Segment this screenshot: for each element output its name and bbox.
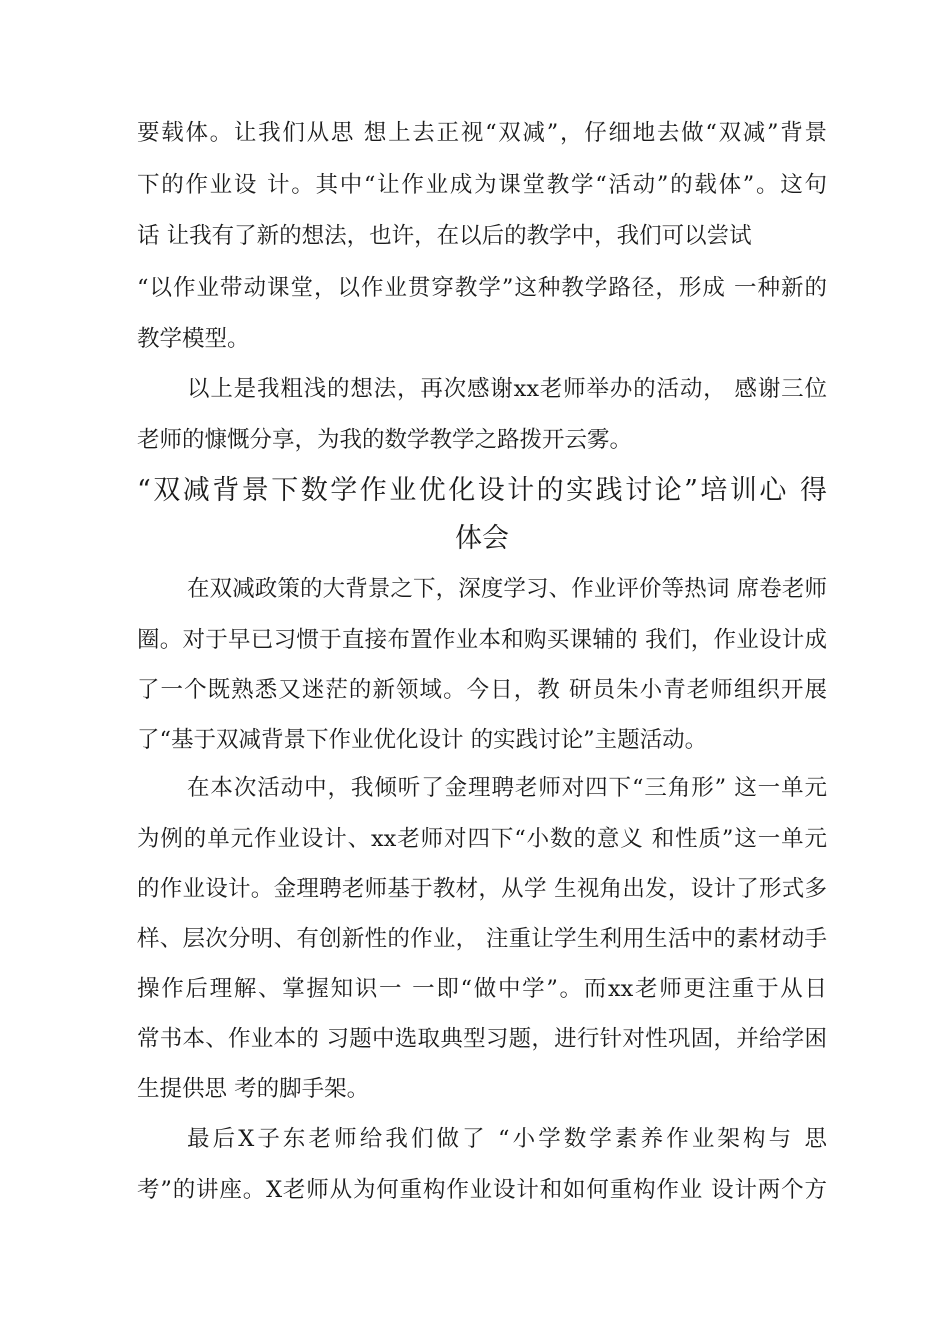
body-text-line: 常书本、作业本的 习题中选取典型习题，进行针对性巩固，并给学困 [137,1026,827,1052]
body-text-line: 考”的讲座。X老师从为何重构作业设计和如何重构作业 设计两个方 [137,1177,827,1203]
body-text-line: 操作后理解、掌握知识一 一即“做中学”。而xx老师更注重于从日 [137,976,827,1002]
body-text-line: 要载体。让我们从思 想上去正视“双减”，仔细地去做“双减”背景 [137,120,827,146]
section-title: “双减背景下数学作业优化设计的实践讨论”培训心 得 [137,475,827,506]
body-text-line: 了“基于双减背景下作业优化设计 的实践讨论”主题活动。 [137,727,708,753]
body-text-line: “以作业带动课堂，以作业贯穿教学”这种教学路径，形成 一种新的 [137,275,827,301]
body-text-line: 老师的慷慨分享，为我的数学教学之路拨开云雾。 [137,427,633,453]
body-text-line: 了一个既熟悉又迷茫的新领域。今日，教 研员朱小青老师组织开展 [137,677,827,703]
body-text-line: 最后X子东老师给我们做了 “小学数学素养作业架构与 思 [187,1126,827,1152]
body-text-line: 话 让我有了新的想法，也许，在以后的教学中，我们可以尝试 [137,223,752,249]
body-text-line: 的作业设计。金理聘老师基于教材，从学 生视角出发，设计了形式多 [137,876,827,902]
body-text-line: 样、层次分明、有创新性的作业， 注重让学生利用生活中的素材动手 [137,926,827,952]
body-text-line: 教学模型。 [137,326,250,352]
body-text-line: 在双减政策的大背景之下，深度学习、作业评价等热词 席卷老师 [187,576,827,602]
body-text-line: 以上是我粗浅的想法，再次感谢xx老师举办的活动， 感谢三位 [187,376,827,402]
body-text-line: 为例的单元作业设计、xx老师对四下“小数的意义 和性质”这一单元 [137,826,827,852]
body-text-line: 在本次活动中，我倾听了金理聘老师对四下“三角形” 这一单元 [187,775,827,801]
section-title: 体会 [455,523,509,554]
body-text-line: 生提供思 考的脚手架。 [137,1076,370,1102]
body-text-line: 圈。对于早已习惯于直接布置作业本和购买课辅的 我们，作业设计成 [137,627,827,653]
body-text-line: 下的作业设 计。其中“让作业成为课堂教学“活动”的载体”。这句 [137,172,827,198]
